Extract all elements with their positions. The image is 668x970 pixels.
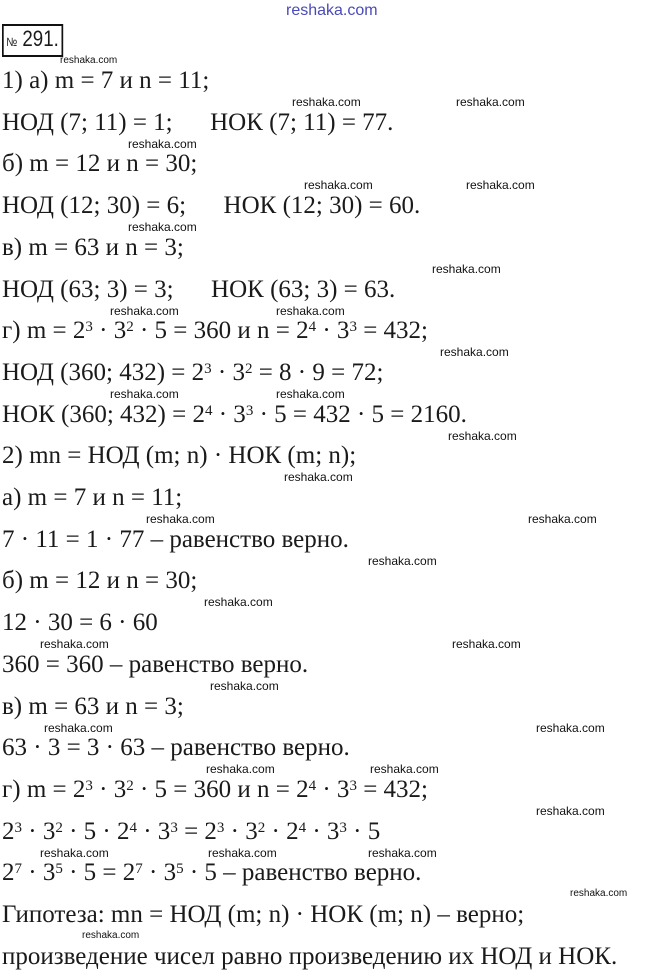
exponent: 4 [308, 777, 317, 794]
text-segment: · 5 = 432 · 5 = 2160. [253, 400, 467, 428]
solution-line [2, 694, 184, 720]
watermark: reshaka.com [204, 595, 273, 610]
text-segment: НОД (63; 3) = 3; НОК (63; 3) = 63. [2, 275, 396, 303]
text-segment: = 2 [177, 817, 217, 845]
text-segment: НОК (360; 432) = 2 [2, 400, 205, 428]
watermark: reshaka.com [44, 720, 113, 735]
text-segment: = 432; [356, 775, 428, 803]
text-segment: · 3 [316, 317, 350, 345]
text-segment: · 3 [136, 817, 171, 845]
number-sign: № [6, 35, 18, 49]
text-segment: · 2 [265, 817, 299, 845]
watermark: reshaka.com [536, 803, 605, 818]
exponent: 3 [339, 819, 347, 836]
solution-line [2, 902, 524, 928]
watermark: reshaka.com [368, 553, 437, 568]
exponent: 2 [55, 819, 63, 836]
watermark: reshaka.com [456, 95, 525, 109]
solution-line [2, 443, 356, 469]
text-segment: · 3 [22, 817, 56, 845]
solution-line [2, 277, 395, 303]
exponent: 5 [176, 861, 184, 878]
watermark: reshaka.com [440, 345, 509, 360]
watermark: reshaka.com [210, 678, 279, 693]
exponent: 4 [204, 402, 213, 419]
text-segment: · 3 [306, 817, 340, 845]
exponent: 3 [85, 777, 93, 794]
text-segment: г) m = 2 [2, 317, 86, 345]
solution-line [2, 193, 420, 219]
text-segment: НОД (360; 432) = 2 [2, 358, 205, 386]
text-segment: 2 [2, 859, 15, 887]
text-segment: · 5 = 360 и n = 2 [133, 317, 309, 345]
text-segment: · 3 [92, 775, 127, 803]
exponent: 3 [349, 777, 357, 794]
watermark: reshaka.com [466, 178, 535, 193]
exponent: 4 [129, 819, 137, 836]
watermark: reshaka.com [110, 303, 179, 318]
exponent: 7 [135, 861, 143, 878]
text-segment: 2 [2, 817, 15, 845]
solution-line [2, 110, 393, 136]
watermark: reshaka.com [570, 888, 628, 900]
exponent: 3 [14, 819, 22, 836]
text-segment: · 3 [224, 817, 258, 845]
problem-number [2, 24, 63, 57]
solution-line [2, 485, 182, 511]
text-segment: б) m = 12 и n = 30; [2, 150, 198, 178]
text-segment: · 5 = 360 и n = 2 [133, 775, 309, 803]
watermark: reshaka.com [60, 55, 118, 66]
site-watermark: reshaka.com [286, 2, 378, 19]
solution-line [2, 568, 197, 594]
text-segment: · 5 = 2 [62, 859, 136, 887]
text-segment: б) m = 12 и n = 30; [2, 567, 198, 595]
watermark: reshaka.com [128, 136, 197, 151]
solution-line [2, 944, 617, 970]
watermark: reshaka.com [146, 512, 215, 526]
problem-number-value: 291. [22, 26, 59, 51]
text-segment: 7 · 11 = 1 · 77 – равенство верно. [2, 525, 349, 553]
watermark: reshaka.com [448, 428, 517, 443]
watermark: reshaka.com [528, 512, 597, 526]
exponent: 2 [257, 819, 266, 836]
text-segment: · 3 [316, 775, 350, 803]
solution-line [2, 527, 349, 553]
solution-line [2, 68, 209, 94]
text-segment: · 3 [22, 859, 56, 887]
solution-line [2, 860, 421, 886]
text-segment: · 3 [212, 400, 246, 428]
watermark: reshaka.com [284, 470, 353, 485]
text-segment: = 8 · 9 = 72; [252, 358, 384, 386]
solution-line [2, 318, 428, 344]
exponent: 3 [245, 402, 254, 419]
text-segment: · 3 [142, 859, 177, 887]
solution-line [2, 402, 467, 428]
solution-line [2, 652, 308, 678]
exponent: 3 [204, 360, 212, 377]
exponent: 3 [349, 319, 357, 336]
text-segment: г) m = 2 [2, 775, 86, 803]
exponent: 4 [308, 319, 317, 336]
exponent: 2 [244, 360, 253, 377]
solution-line [2, 819, 380, 845]
watermark: reshaka.com [432, 261, 501, 276]
text-segment: · 3 [211, 358, 245, 386]
text-segment: НОД (12; 30) = 6; НОК (12; 30) = 60. [2, 192, 421, 220]
text-segment: 1) а) m = 7 и n = 11; [2, 67, 210, 94]
watermark: reshaka.com [128, 220, 197, 235]
watermark: reshaka.com [206, 762, 275, 777]
text-segment: произведение чисел равно произведению их НОД и НОК. [2, 942, 618, 970]
exponent: 2 [126, 777, 134, 794]
watermark: reshaka.com [368, 845, 437, 860]
watermark: reshaka.com [208, 845, 277, 860]
text-segment: · 5 – равенство верно. [183, 859, 422, 887]
exponent: 3 [85, 319, 93, 336]
watermark: reshaka.com [536, 720, 605, 735]
exponent: 2 [126, 319, 134, 336]
exponent: 3 [216, 819, 225, 836]
watermark: reshaka.com [276, 386, 345, 401]
text-segment: 63 · 3 = 3 · 63 – равенство верно. [2, 734, 350, 762]
exponent: 7 [14, 861, 22, 878]
solution-line [2, 610, 158, 636]
text-segment: = 432; [356, 317, 428, 345]
text-segment: · 3 [92, 317, 127, 345]
watermark: reshaka.com [292, 95, 361, 109]
text-segment: 360 = 360 – равенство верно. [2, 650, 309, 678]
text-segment: · 5 · 2 [62, 817, 130, 845]
solution-line [2, 235, 184, 261]
watermark: reshaka.com [276, 303, 345, 318]
solution-line [2, 151, 197, 177]
watermark: reshaka.com [452, 637, 521, 652]
text-segment: в) m = 63 и n = 3; [2, 233, 184, 261]
text-segment: НОД (7; 11) = 1; НОК (7; 11) = 77. [2, 108, 394, 136]
text-segment: в) m = 63 и n = 3; [2, 692, 184, 720]
text-segment: 12 · 30 = 6 · 60 [2, 609, 158, 637]
watermark: reshaka.com [40, 637, 109, 652]
text-segment: Гипотеза: mn = НОД (m; n) · НОК (m; n) – верно; [2, 901, 525, 928]
solution-line [2, 735, 350, 761]
watermark: reshaka.com [370, 762, 439, 777]
text-segment: 2) mn = НОД (m; n) · НОК (m; n); [2, 442, 357, 470]
exponent: 4 [298, 819, 307, 836]
exponent: 3 [170, 819, 178, 836]
exponent: 5 [55, 861, 63, 878]
watermark: reshaka.com [82, 930, 140, 941]
solution-line [2, 777, 428, 803]
solution-line [2, 360, 383, 386]
text-segment: а) m = 7 и n = 11; [2, 484, 183, 511]
watermark: reshaka.com [304, 178, 373, 193]
text-segment: · 5 [346, 817, 381, 845]
watermark: reshaka.com [110, 386, 179, 401]
watermark: reshaka.com [40, 845, 109, 860]
